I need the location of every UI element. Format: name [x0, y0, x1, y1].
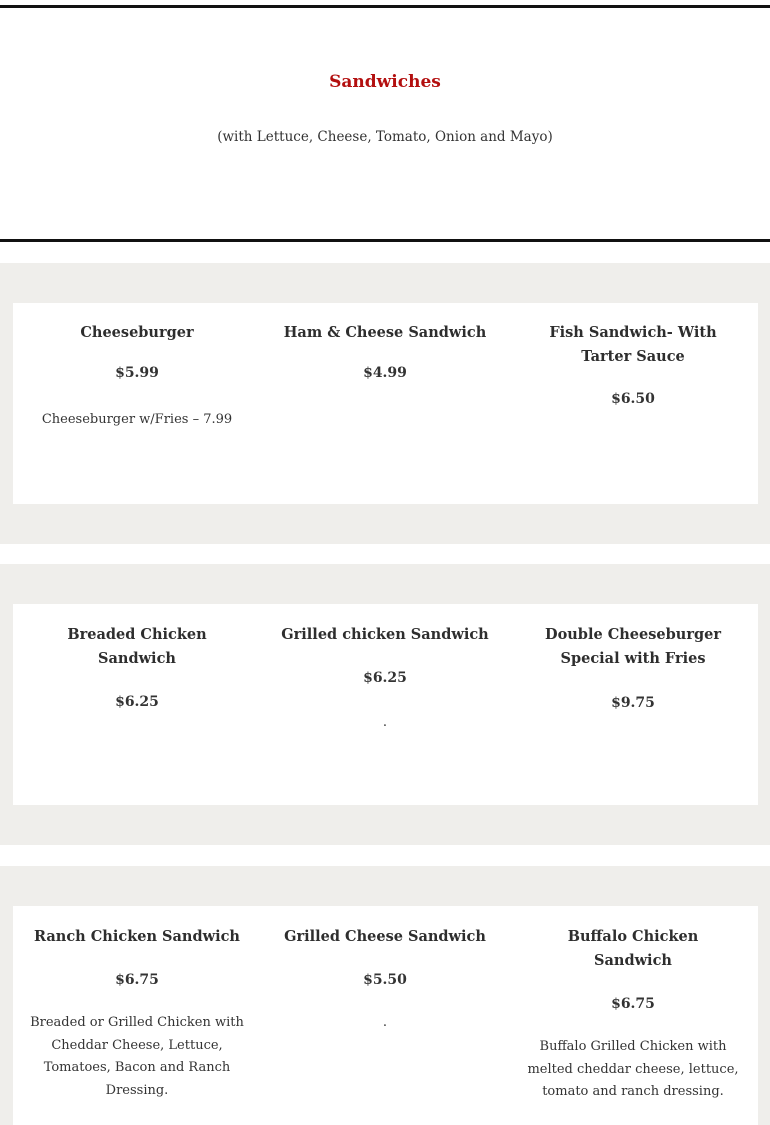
item-price: $6.75 [115, 972, 159, 988]
menu-row-2 [0, 564, 770, 845]
menu-item [27, 623, 247, 712]
item-price: $6.75 [611, 996, 655, 1012]
menu-item [275, 925, 495, 1035]
item-name: Grilled chicken Sandwich [281, 626, 489, 643]
item-name: Ham & Cheese Sandwich [283, 324, 487, 341]
item-price: $6.25 [115, 694, 159, 710]
item-name: Ranch Chicken Sandwich [34, 928, 240, 945]
menu-item [27, 925, 247, 1102]
menu-card [13, 303, 758, 504]
item-name: Grilled Cheese Sandwich [284, 928, 486, 945]
item-description: Buffalo Grilled Chicken with melted cheddar cheese, lettuce, tomato and ranch dressing. [527, 1039, 739, 1099]
menu-row-3 [0, 866, 770, 1125]
item-name: Cheeseburger [80, 324, 194, 341]
menu-item [527, 925, 739, 1104]
section-subtitle: (with Lettuce, Cheese, Tomato, Onion and Mayo) [217, 129, 553, 145]
menu-card [13, 604, 758, 805]
item-price: $5.50 [363, 972, 407, 988]
item-name: Double Cheeseburger Special with Fries [545, 626, 721, 667]
menu-item [275, 623, 495, 735]
item-name: Fish Sandwich- With Tarter Sauce [549, 324, 717, 365]
item-description: Cheeseburger w/Fries – 7.99 [41, 412, 233, 427]
menu-item [523, 321, 743, 409]
menu-item [523, 623, 743, 713]
menu-item [27, 321, 247, 432]
menu-header [0, 8, 770, 240]
item-price: $6.25 [363, 670, 407, 686]
item-description: . [382, 715, 388, 730]
item-description: . [382, 1015, 388, 1030]
menu-row-1 [0, 263, 770, 544]
item-name: Breaded Chicken Sandwich [67, 626, 207, 667]
section-title: Sandwiches [329, 72, 441, 92]
menu-card [13, 906, 758, 1125]
item-description: Breaded or Grilled Chicken with Cheddar Cheese, Lettuce, Tomatoes, Bacon and Ranch Dressing. [30, 1015, 244, 1098]
menu-item [275, 321, 495, 383]
item-name: Buffalo Chicken Sandwich [567, 928, 699, 969]
item-price: $5.99 [115, 365, 159, 381]
header-divider [0, 239, 770, 242]
item-price: $6.50 [611, 391, 655, 407]
item-price: $4.99 [363, 365, 407, 381]
item-price: $9.75 [611, 695, 655, 711]
